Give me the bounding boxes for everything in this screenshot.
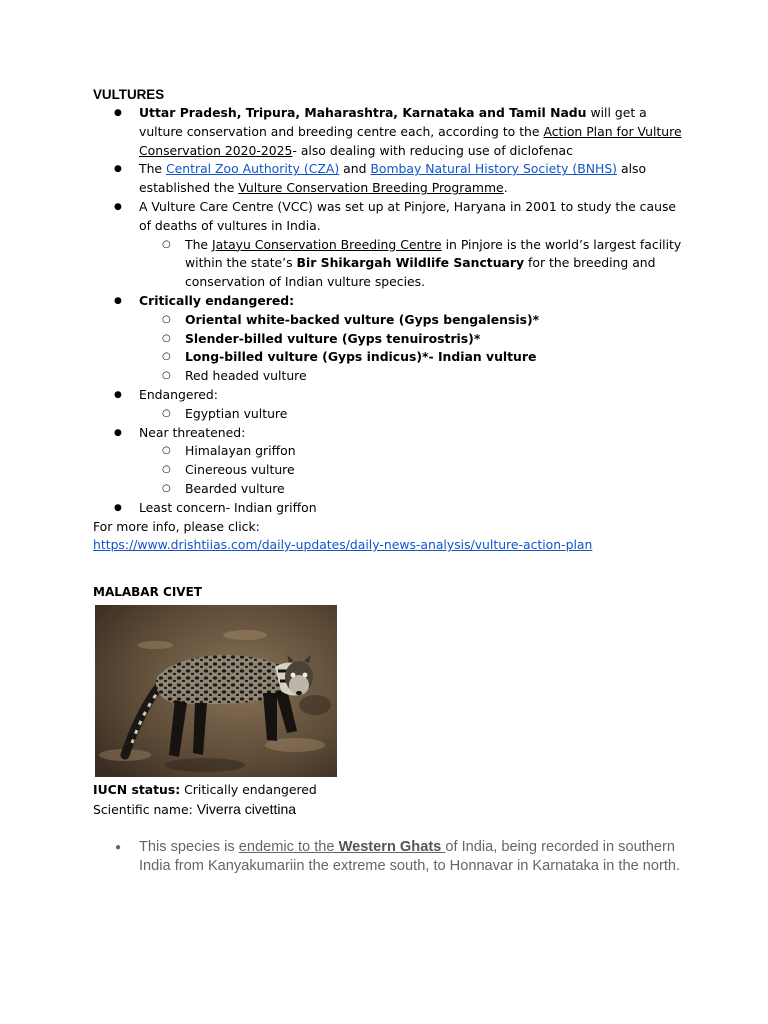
endangered-list	[139, 405, 683, 424]
endemic-link[interactable]	[239, 839, 446, 855]
body-text: .	[503, 180, 508, 196]
species-name: Egyptian vulture	[185, 405, 288, 421]
scientific-name-label: Scientific name:	[93, 801, 197, 817]
sub-list-item	[139, 367, 683, 386]
sub-list-item	[139, 348, 683, 367]
programme-link[interactable]: Vulture Conservation Breeding Programme	[238, 180, 504, 196]
scientific-name-value: Viverra civettina	[196, 800, 297, 817]
iucn-label: IUCN status:	[93, 781, 181, 797]
scientific-name-line	[93, 800, 683, 820]
sub-list-item	[139, 480, 683, 499]
species-name: Red headed vulture	[185, 368, 307, 384]
sub-list-item	[139, 442, 683, 461]
states-text: Uttar Pradesh, Tripura, Maharashtra, Karnataka and Tamil Nadu	[139, 105, 587, 120]
species-name: Cinereous vulture	[185, 462, 295, 478]
body-text: will get a vulture conservation and breeding centre each, according to the	[139, 105, 647, 139]
sub-list	[139, 236, 683, 292]
body-text: also established the	[139, 161, 647, 196]
endangered-label: Endangered:	[139, 386, 218, 402]
sub-list-item	[139, 461, 683, 480]
species-name: Long-billed vulture (Gyps indicus)*- Indian vulture	[185, 349, 537, 365]
species-name: Oriental white-backed vulture (Gyps bengalensis)*	[185, 311, 540, 327]
near-threatened-list	[139, 442, 683, 498]
malabar-civet-photo	[95, 605, 337, 777]
body-text: This species is	[139, 838, 239, 855]
list-item	[93, 424, 683, 499]
document-page	[93, 86, 683, 877]
iucn-status-line	[93, 781, 683, 800]
body-text: The	[185, 236, 212, 252]
spacer	[93, 555, 683, 583]
sub-list-item	[139, 330, 683, 349]
list-item	[93, 104, 683, 160]
species-name: Himalayan griffon	[185, 443, 296, 459]
body-text: A Vulture Care Centre (VCC) was set up at Pinjore, Haryana in 2001 to study the cause of deaths of vultures in India.	[139, 198, 677, 233]
more-info-link[interactable]: https://www.drishtiias.com/daily-updates/daily-news-analysis/vulture-action-plan	[93, 537, 593, 553]
vultures-list	[93, 104, 683, 518]
jatayu-link[interactable]: Jatayu Conservation Breeding Centre	[211, 236, 442, 252]
list-item	[93, 292, 683, 386]
list-item	[93, 198, 683, 292]
western-ghats-text: Western Ghats	[338, 838, 446, 855]
list-item	[93, 838, 683, 877]
sub-list-item	[139, 311, 683, 330]
sub-list-item	[139, 405, 683, 424]
body-text: and	[339, 161, 371, 177]
species-name: Bearded vulture	[185, 480, 285, 496]
list-item	[93, 499, 683, 518]
civet-description	[93, 838, 683, 877]
bnhs-link[interactable]: Bombay Natural History Society (BNHS)	[370, 161, 618, 177]
near-threatened-label: Near threatened:	[139, 424, 246, 440]
cza-link[interactable]: Central Zoo Authority (CZA)	[165, 161, 340, 177]
species-name: Slender-billed vulture (Gyps tenuirostris)*	[185, 330, 481, 346]
list-item	[93, 160, 683, 198]
body-text: for the breeding and conservation of Indian vulture species.	[185, 255, 656, 290]
list-item	[93, 386, 683, 424]
body-text: in Pinjore is the world’s largest facility within the state’s	[185, 236, 682, 271]
sub-list-item	[139, 236, 683, 292]
more-info-text: For more info, please click:	[93, 518, 260, 534]
body-text: of India, being recorded in southern India from Kanyakumariin the extreme south, to Honnavar in Karnataka in the north.	[139, 838, 681, 875]
body-text: The	[139, 161, 166, 177]
civet-heading: MALABAR CIVET	[93, 585, 202, 600]
action-plan-link[interactable]: Action Plan for Vulture Conservation 2020-2025	[139, 123, 682, 158]
iucn-value: Critically endangered	[180, 781, 317, 797]
sanctuary-text: Bir Shikargah Wildlife Sanctuary	[296, 255, 525, 271]
critically-list	[139, 311, 683, 386]
body-text: - also dealing with reducing use of diclofenac	[292, 142, 573, 158]
endemic-text: endemic to the	[238, 838, 339, 855]
critically-label: Critically endangered:	[139, 292, 295, 308]
least-concern-text: Least concern- Indian griffon	[139, 499, 317, 515]
vultures-heading: VULTURES	[93, 87, 165, 102]
